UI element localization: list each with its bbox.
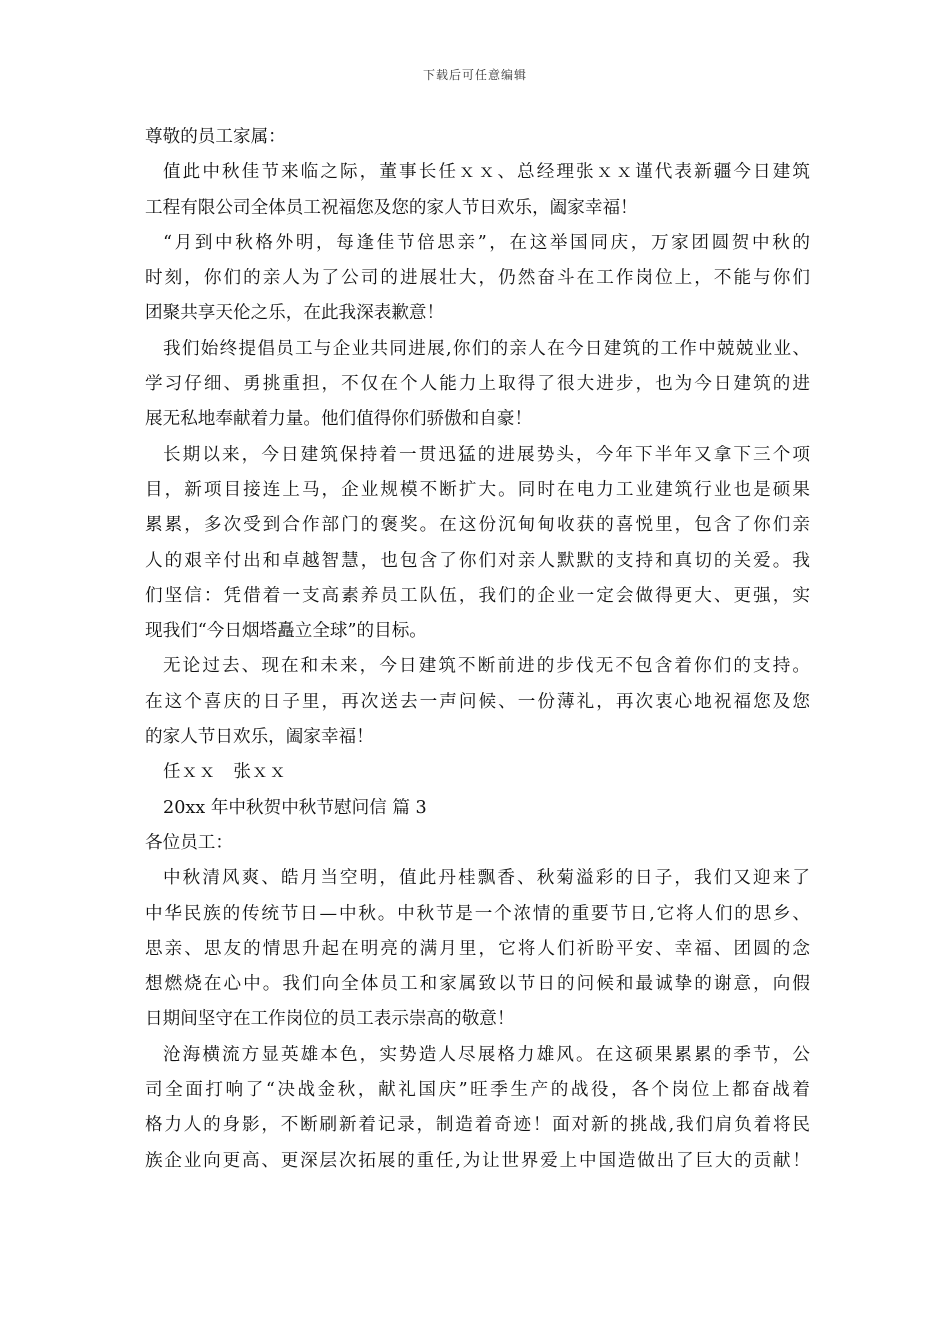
text-line: 工程有限公司全体员工祝福您及您的家人节日欢乐，阖家幸福！ — [145, 197, 638, 218]
text-line: 累累，多次受到合作部门的褒奖。在这份沉甸甸收获的喜悦里，包含了你们亲 — [145, 515, 810, 536]
text-line: 无论过去、现在和未来，今日建筑不断前进的步伐无不包含着你们的支持。 — [163, 656, 810, 677]
text-line: 各位员工： — [145, 832, 233, 853]
text-line: 格力人的身影，不断刷新着记录，制造着奇迹！面对新的挑战,我们肩负着将民 — [145, 1115, 810, 1136]
text-line: 中秋清风爽、皓月当空明，值此丹桂飘香、秋菊溢彩的日子，我们又迎来了 — [163, 868, 810, 889]
text-line: 日期间坚守在工作岗位的员工表示崇高的敬意！ — [145, 1009, 515, 1030]
text-line: 目，新项目接连上马，企业规模不断扩大。同时在电力工业建筑行业也是硕果 — [145, 479, 810, 500]
text-line: 20xx 年中秋贺中秋节慰问信 篇 3 — [163, 797, 427, 818]
text-line: 任ｘｘ 张ｘｘ — [163, 762, 287, 783]
text-line: 想燃烧在心中。我们向全体员工和家属致以节日的问候和最诚挚的谢意，向假 — [145, 974, 810, 995]
text-line: 现我们“今日烟塔矗立全球”的目标。 — [145, 621, 427, 642]
text-line: 尊敬的员工家属： — [145, 127, 286, 147]
document-body — [145, 120, 810, 1179]
text-line: 们坚信：凭借着一支高素养员工队伍，我们的企业一定会做得更大、更强，实 — [145, 585, 810, 606]
text-line: 人的艰辛付出和卓越智慧，也包含了你们对亲人默默的支持和真切的关爱。我 — [145, 550, 810, 571]
text-line: 思亲、思友的情思升起在明亮的满月里，它将人们祈盼平安、幸福、团圆的念 — [145, 938, 810, 959]
text-line: 展无私地奉献着力量。他们值得你们骄傲和自豪！ — [145, 409, 533, 430]
text-line: 时刻，你们的亲人为了公司的进展壮大，仍然奋斗在工作岗位上，不能与你们 — [145, 268, 810, 289]
text-line: “月到中秋格外明，每逢佳节倍思亲”，在这举国同庆，万家团圆贺中秋的 — [163, 232, 810, 253]
text-line: 族企业向更高、更深层次拓展的重任,为让世界爱上中国造做出了巨大的贡献！ — [145, 1150, 810, 1171]
text-line: 值此中秋佳节来临之际，董事长任ｘｘ、总经理张ｘｘ谨代表新疆今日建筑 — [163, 162, 810, 183]
text-line: 长期以来，今日建筑保持着一贯迅猛的进展势头，今年下半年又拿下三个项 — [163, 444, 810, 465]
text-line: 团聚共享天伦之乐，在此我深表歉意！ — [145, 303, 445, 324]
header-note: 下载后可任意编辑 — [422, 68, 527, 82]
text-line: 沧海横流方显英雄本色，实势造人尽展格力雄风。在这硕果累累的季节，公 — [163, 1044, 810, 1065]
text-line: 中华民族的传统节日—中秋。中秋节是一个浓情的重要节日,它将人们的思乡、 — [145, 903, 810, 924]
text-line: 我们始终提倡员工与企业共同进展,你们的亲人在今日建筑的工作中兢兢业业、 — [163, 338, 810, 359]
text-line: 在这个喜庆的日子里，再次送去一声问候、一份薄礼，再次衷心地祝福您及您 — [145, 691, 810, 712]
text-line: 的家人节日欢乐，阖家幸福！ — [145, 727, 374, 748]
text-line: 学习仔细、勇挑重担，不仅在个人能力上取得了很大进步，也为今日建筑的进 — [145, 374, 810, 395]
text-line: 司全面打响了“决战金秋，献礼国庆”旺季生产的战役，各个岗位上都奋战着 — [145, 1080, 810, 1101]
